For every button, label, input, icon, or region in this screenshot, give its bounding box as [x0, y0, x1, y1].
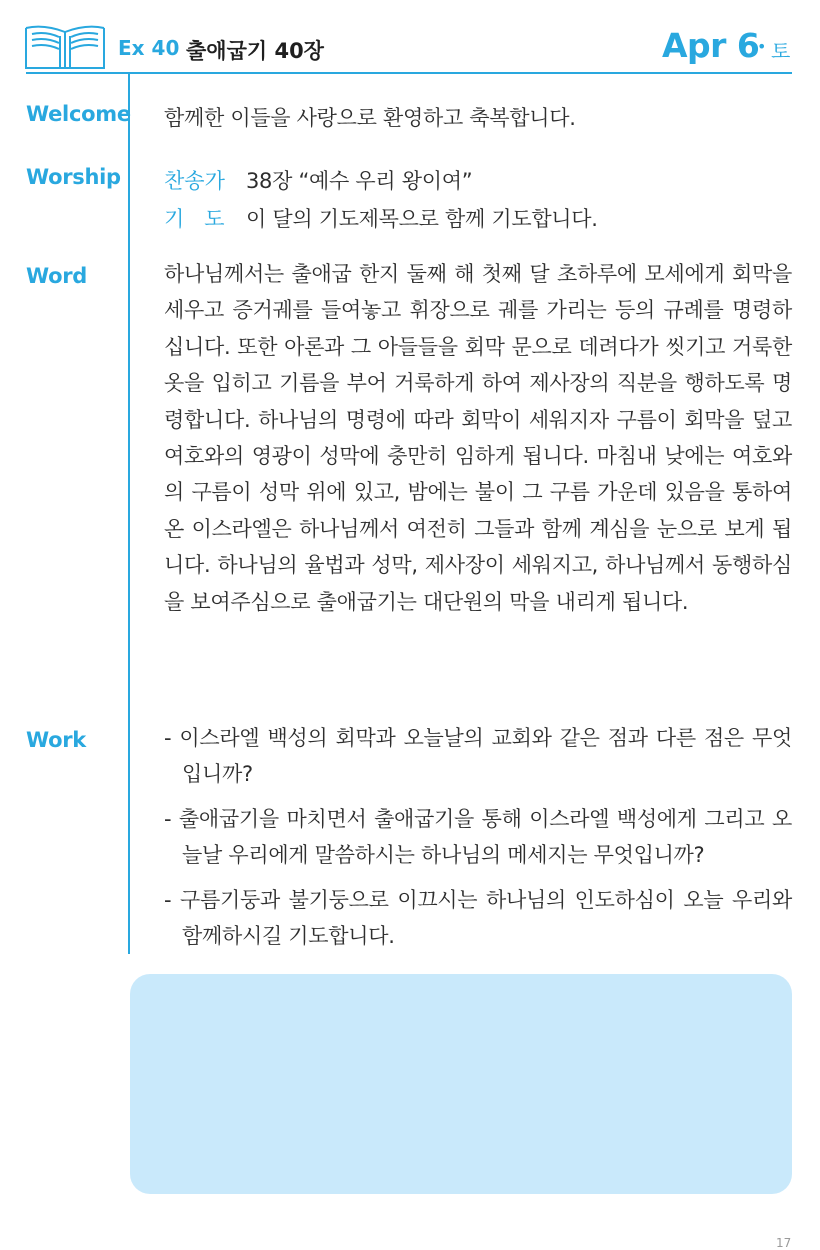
weekday: 토: [771, 39, 791, 63]
welcome-text: 함께한 이들을 사랑으로 환영하고 축복합니다.: [164, 106, 576, 130]
chapter-title: 출애굽기 40장: [186, 39, 324, 63]
header-divider: [26, 72, 792, 74]
date: Apr 6: [662, 26, 760, 65]
word-paragraph: 하나님께서는 출애굽 한지 둘째 해 첫째 달 초하루에 모세에게 회막을 세우고 증거궤를 들여놓고 휘장으로 궤를 가리는 등의 규례를 명령하십니다. 또한 아론과 그 아들들을 회막 문으로 데려다가 씻기고 거룩한 옷을 입히고 기름을 부어 거룩하게 하여 제사장의 직분을 행하도록 명령합니다. 하나님의 명령에 따라 회막이 세워지자 구름이 회막을 덮고 여호와의 영광이 성막에 충만히 임하게 됩니다. 마침내 낮에는 여호와의 구름이 성막 위에 있고, 밤에는 불이 그 구름 가운데 있음을 통하여 온 이스라엘은 하나님께서 여전히 그들과 함께 계심을 눈으로 보게 됩니다. 하나님의 율법과 성막, 제사장이 세워지고, 하나님께서 동행하심을 보여주심으로 출애굽기는 대단원의 막을 내리게 됩니다.: [164, 262, 792, 614]
word-label: Word: [26, 264, 88, 288]
work-label: Work: [26, 728, 86, 752]
notes-area[interactable]: [130, 974, 792, 1194]
chapter-code: Ex 40: [118, 36, 180, 60]
date-separator: •: [757, 37, 767, 56]
label-column-divider: [128, 74, 130, 954]
page-number: 17: [776, 1236, 792, 1250]
prayer-label: 기도: [164, 207, 245, 231]
hymn-label: 찬송가: [164, 169, 225, 193]
work-question: - 출애굽기을 마치면서 출애굽기을 통해 이스라엘 백성에게 그리고 오늘날 우리에게 말씀하시는 하나님의 메세지는 무엇입니까?: [164, 807, 792, 868]
open-book-logo-icon: [24, 22, 106, 70]
work-question: - 이스라엘 백성의 회막과 오늘날의 교회와 같은 점과 다른 점은 무엇입니까?: [164, 726, 792, 787]
hymn-text: 38장 “예수 우리 왕이여”: [246, 169, 473, 193]
welcome-label: Welcome: [26, 102, 131, 126]
work-question: - 구름기둥과 불기둥으로 이끄시는 하나님의 인도하심이 오늘 우리와 함께하시길 기도합니다.: [164, 888, 792, 949]
prayer-text: 이 달의 기도제목으로 함께 기도합니다.: [246, 207, 598, 231]
worship-label: Worship: [26, 165, 121, 189]
